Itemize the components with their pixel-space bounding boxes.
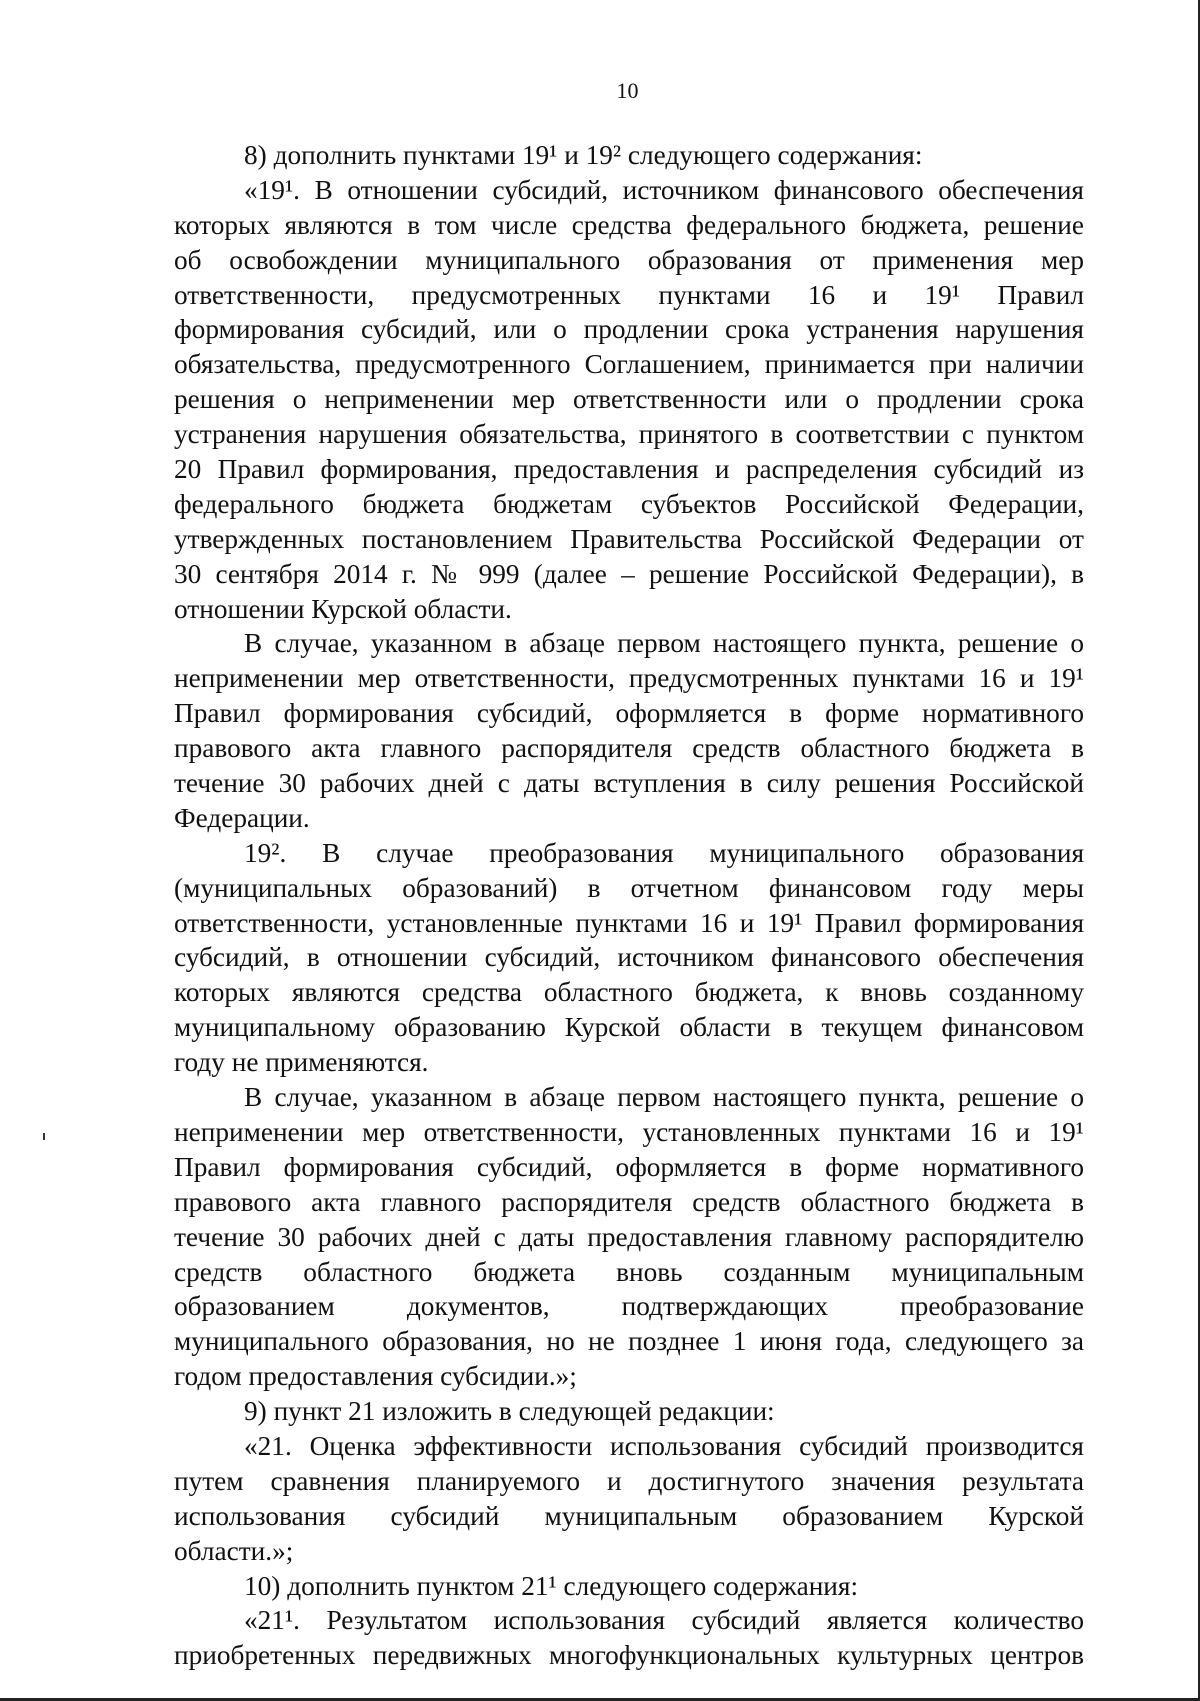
- text-line: которых являются в том числе средства федерального бюджета, решение: [174, 209, 1084, 240]
- scan-artifact: [43, 1133, 45, 1140]
- text-line: «19¹. В отношении субсидий, источником финансового обеспечения: [244, 174, 1084, 205]
- text-line: утвержденных постановлением Правительства Российской Федерации от: [174, 523, 1084, 554]
- text-line: субсидий, в отношении субсидий, источником финансового обеспечения: [174, 942, 1084, 973]
- text-line: Правил формирования субсидий, оформляется в форме нормативного: [174, 1151, 1084, 1182]
- text-line: В случае, указанном в абзаце первом настоящего пункта, решение о: [244, 628, 1084, 659]
- text-line: путем сравнения планируемого и достигнутого значения результата: [174, 1465, 1084, 1496]
- text-line: «21. Оценка эффективности использования субсидий производится: [244, 1430, 1084, 1461]
- text-line: Правил формирования субсидий, оформляется в форме нормативного: [174, 698, 1084, 729]
- text-line: неприменении мер ответственности, предусмотренных пунктами 16 и 19¹: [174, 663, 1084, 694]
- text-line: году не применяются.: [174, 1047, 429, 1078]
- text-line: правового акта главного распорядителя средств областного бюджета в: [174, 733, 1084, 764]
- text-line: использования субсидий муниципальным образованием Курской: [174, 1500, 1084, 1531]
- text-line: ответственности, предусмотренных пунктами 16 и 19¹ Правил: [174, 279, 1084, 310]
- text-line: течение 30 рабочих дней с даты предоставления главному распорядителю: [174, 1221, 1084, 1252]
- text-line: правового акта главного распорядителя средств областного бюджета в: [174, 1186, 1084, 1217]
- page-number: 10: [616, 78, 639, 103]
- text-line: «21¹. Результатом использования субсидий является количество: [244, 1605, 1084, 1636]
- text-line: ответственности, установленные пунктами 16 и 19¹ Правил формирования: [174, 907, 1084, 938]
- text-line: формирования субсидий, или о продлении срока устранения нарушения: [174, 314, 1084, 345]
- text-line: неприменении мер ответственности, установленных пунктами 16 и 19¹: [174, 1116, 1084, 1147]
- document-body: [174, 138, 1084, 1673]
- text-line: решения о неприменении мер ответственности или о продлении срока: [174, 384, 1084, 415]
- text-line: годом предоставления субсидии.»;: [174, 1361, 577, 1392]
- text-line: обязательства, предусмотренного Соглашением, принимается при наличии: [174, 349, 1084, 380]
- text-line: об освобождении муниципального образования от применения мер: [174, 244, 1084, 275]
- text-line: 8) дополнить пунктами 19¹ и 19² следующего содержания:: [244, 140, 923, 170]
- text-line: приобретенных передвижных многофункциональных культурных центров: [174, 1640, 1084, 1671]
- text-line: муниципальному образованию Курской области в текущем финансовом: [174, 1012, 1084, 1043]
- text-line: течение 30 рабочих дней с даты вступления в силу решения Российской: [174, 768, 1084, 799]
- text-line: муниципального образования, но не позднее 1 июня года, следующего за: [174, 1326, 1084, 1357]
- text-line: 10) дополнить пунктом 21¹ следующего содержания:: [244, 1570, 859, 1601]
- text-line: устранения нарушения обязательства, принятого в соответствии с пунктом: [174, 419, 1084, 450]
- text-line: 19². В случае преобразования муниципального образования: [244, 837, 1084, 868]
- text-line: федерального бюджета бюджетам субъектов Российской Федерации,: [174, 488, 1084, 519]
- text-line: В случае, указанном в абзаце первом настоящего пункта, решение о: [244, 1082, 1084, 1113]
- text-line: области.»;: [174, 1535, 294, 1566]
- text-line: средств областного бюджета вновь созданным муниципальным: [174, 1256, 1084, 1287]
- text-line: 30 сентября 2014 г. № 999 (далее – решение Российской Федерации), в: [174, 558, 1084, 589]
- text-line: 20 Правил формирования, предоставления и распределения субсидий из: [174, 454, 1084, 485]
- text-line: Федерации.: [174, 802, 310, 833]
- text-line: отношении Курской области.: [174, 593, 512, 624]
- text-line: которых являются средства областного бюджета, к вновь созданному: [174, 977, 1084, 1008]
- text-line: (муниципальных образований) в отчетном финансовом году меры: [174, 872, 1084, 903]
- text-line: 9) пункт 21 изложить в следующей редакции:: [244, 1396, 775, 1427]
- text-line: образованием документов, подтверждающих преобразование: [174, 1291, 1084, 1322]
